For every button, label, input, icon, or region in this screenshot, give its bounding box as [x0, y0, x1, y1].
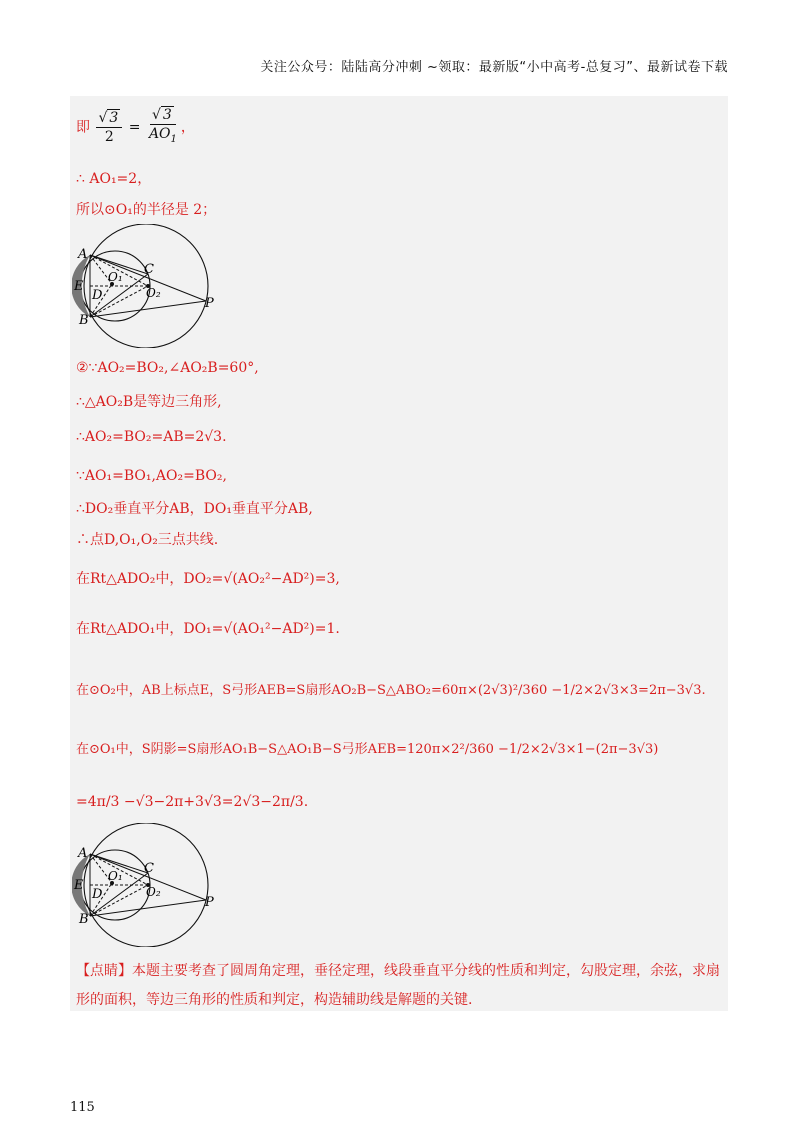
label-p: P	[205, 296, 214, 311]
label-a: A	[78, 846, 88, 861]
line-6: ∴AO₂=BO₂=AB=2√3.	[76, 429, 227, 445]
geometry-figure-1	[72, 224, 214, 348]
line-1: 即 $\frac{√ 3}{2}$ = $\frac{√ 3}{AO_1}$ ，	[76, 107, 195, 145]
line-11: 在Rt△ADO₁中，DO₁=√(AO₁²−AD²)=1.	[76, 621, 340, 637]
page-number: 115	[70, 1100, 95, 1115]
label-c: C	[144, 262, 154, 277]
label-b: B	[79, 313, 89, 328]
note-line-1: 【点睛】本题主要考查了圆周角定理，垂径定理，线段垂直平分线的性质和判定，勾股定理，余弦，求扇	[76, 963, 720, 979]
label-c: C	[144, 861, 154, 876]
line-2: ∴ AO₁=2，	[76, 171, 152, 187]
line-10: 在Rt△ADO₂中，DO₂=√(AO₂²−AD²)=3,	[76, 571, 340, 587]
label-a: A	[78, 247, 88, 262]
line-7: ∵AO₁=BO₁,AO₂=BO₂,	[76, 468, 227, 484]
label-e: E	[74, 279, 84, 294]
line-13: 在⊙O₁中，S阴影=S扇形AO₁B−S△AO₁B−S弓形AEB=120π×2²/360 −1/2×2√3×1−(2π−3√3)	[76, 742, 659, 757]
label-o1: O₁	[108, 869, 123, 883]
line-5: ∴△AO₂B是等边三角形,	[76, 394, 222, 410]
label-b: B	[79, 912, 89, 927]
line-8: ∴DO₂垂直平分AB，DO₁垂直平分AB,	[76, 501, 313, 517]
line-4: ②∵AO₂=BO₂,∠AO₂B=60°,	[76, 360, 259, 376]
page-header: 关注公众号：陆陆高分冲刺 ~领取：最新版“小中高考-总复习”、最新试卷下载	[260, 60, 728, 75]
note-line-2: 形的面积，等边三角形的性质和判定，构造辅助线是解题的关键.	[76, 992, 473, 1008]
line-9: ∴点D,O₁,O₂三点共线.	[76, 532, 219, 548]
line-3: 所以⊙O₁的半径是 2；	[76, 202, 217, 218]
label-o2: O₂	[146, 885, 161, 899]
label-p: P	[205, 895, 214, 910]
line-14: =4π/3 −√3−2π+3√3=2√3−2π/3.	[76, 794, 309, 810]
label-d: D	[92, 887, 103, 902]
label-o1: O₁	[108, 270, 123, 284]
line-12: 在⊙O₂中，AB上标点E，S弓形AEB=S扇形AO₂B−S△ABO₂=60π×(2√3)²/360 −1/2×2√3×3=2π−3√3.	[76, 683, 706, 698]
label-o2: O₂	[146, 286, 161, 300]
label-d: D	[92, 288, 103, 303]
solution-panel	[70, 96, 728, 1011]
geometry-figure-2	[72, 823, 214, 947]
label-e: E	[74, 878, 84, 893]
